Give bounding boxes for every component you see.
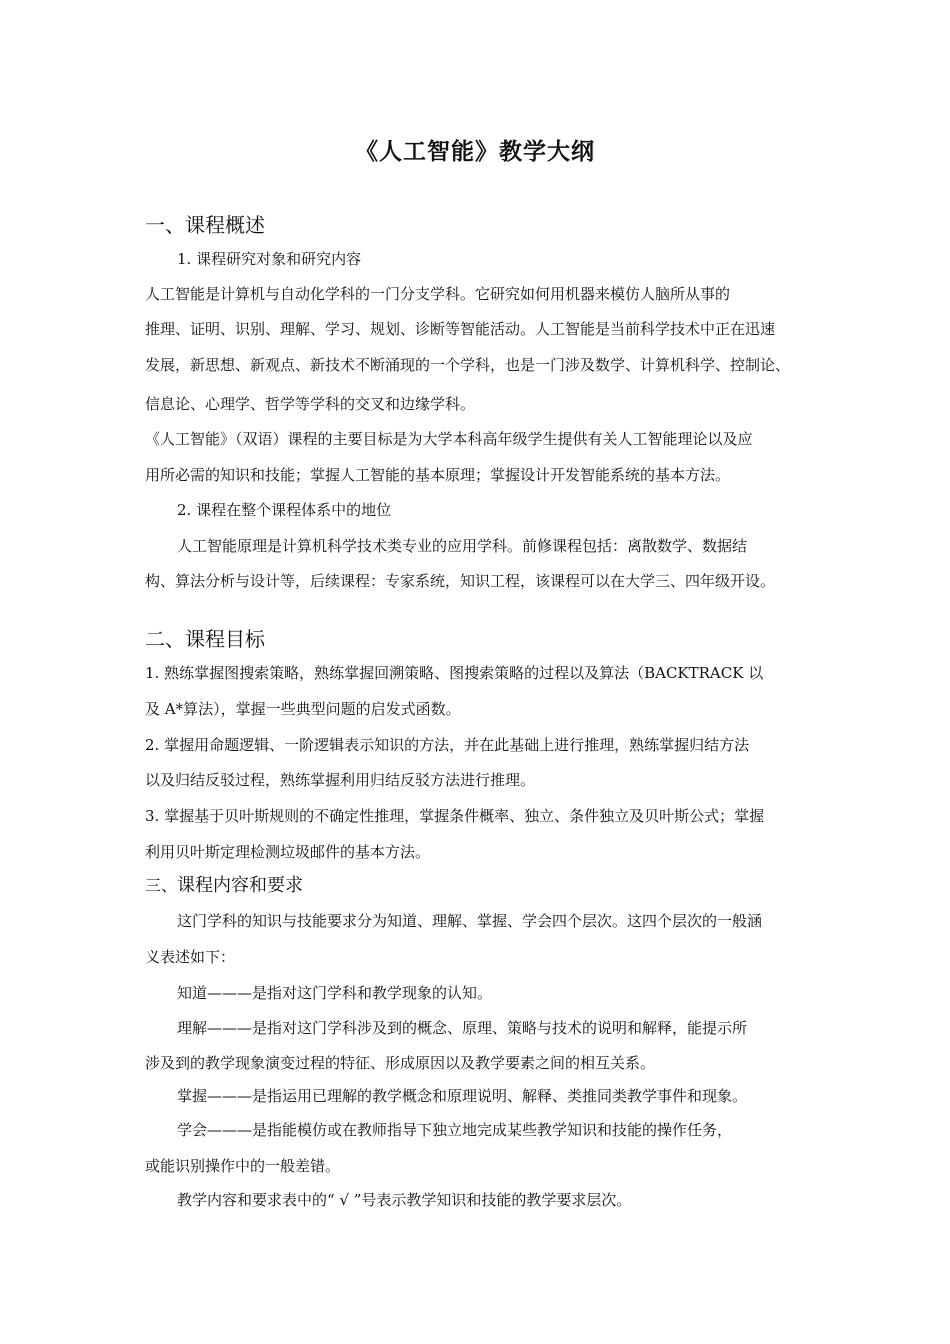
paragraph-line: 《人工智能》（双语）课程的主要目标是为大学本科高年级学生提供有关人工智能理论以及应 [145,430,753,448]
objective-line: 2. 掌握用命题逻辑、一阶逻辑表示知识的方法，并在此基础上进行推理，熟练掌握归结方法 [145,736,750,754]
paragraph-line: 信息论、心理学、哲学等学科的交叉和边缘学科。 [145,395,476,413]
paragraph-line: 用所必需的知识和技能；掌握人工智能的基本原理；掌握设计开发智能系统的基本方法。 [145,466,731,484]
content-line: 这门学科的知识与技能要求分为知道、理解、掌握、学会四个层次。这四个层次的一般涵 [177,912,763,930]
section-heading-text: 课程内容和要求 [177,875,304,896]
objective-line: 利用贝叶斯定理检测垃圾邮件的基本方法。 [145,843,431,861]
subheading-position: 2. 课程在整个课程体系中的地位 [177,501,392,519]
content-line: 知道———是指对这门学科和教学现象的认知。 [177,984,493,1002]
content-line: 教学内容和要求表中的“ √ ”号表示教学知识和技能的教学要求层次。 [177,1191,632,1209]
content-line: 学会———是指能模仿或在教师指导下独立地完成某些教学知识和技能的操作任务， [177,1121,733,1139]
objective-line: 3. 掌握基于贝叶斯规则的不确定性推理，掌握条件概率、独立、条件独立及贝叶斯公式；掌握 [145,807,765,825]
content-line: 涉及到的教学现象演变过程的特征、形成原因以及教学要素之间的相互关系。 [145,1054,656,1072]
objective-line: 及 A*算法），掌握一些典型问题的启发式函数。 [145,700,461,718]
paragraph-line: 人工智能是计算机与自动化学科的一门分支学科。它研究如何用机器来模仿人脑所从事的 [145,285,731,303]
section-heading-content [145,871,303,897]
content-line: 掌握———是指运用已理解的教学概念和原理说明、解释、类推同类教学事件和现象。 [177,1087,748,1105]
paragraph-line: 推理、证明、识别、理解、学习、规划、诊断等智能活动。人工智能是当前科学技术中正在迅速 [145,320,776,338]
content-line: 义表述如下： [145,948,236,966]
paragraph-line: 发展，新思想、新观点、新技术不断涌现的一个学科，也是一门涉及数学、计算机科学、控制论、 [145,356,791,374]
content-line: 或能识别操作中的一般差错。 [145,1157,341,1175]
objective-line: 以及归结反驳过程，熟练掌握利用归结反驳方法进行推理。 [145,771,536,789]
paragraph-line: 人工智能原理是计算机科学技术类专业的应用学科。前修课程包括：离散数学、数据结 [177,537,748,555]
section-heading-objectives: 二、课程目标 [145,627,265,651]
section-number: 三、 [145,876,178,895]
paragraph-line: 构、算法分析与设计等，后续课程：专家系统，知识工程，该课程可以在大学三、四年级开设。 [145,572,776,590]
objective-line: 1. 熟练掌握图搜索策略，熟练掌握回溯策略、图搜索策略的过程以及算法（BACKTRACK 以 [145,664,764,682]
content-line: 理解———是指对这门学科涉及到的概念、原理、策略与技术的说明和解释，能提示所 [177,1019,748,1037]
section-heading-overview: 一、课程概述 [145,213,265,237]
document-title: 《人工智能》教学大纲 [355,139,595,165]
subheading-research-object: 1. 课程研究对象和研究内容 [177,250,362,268]
